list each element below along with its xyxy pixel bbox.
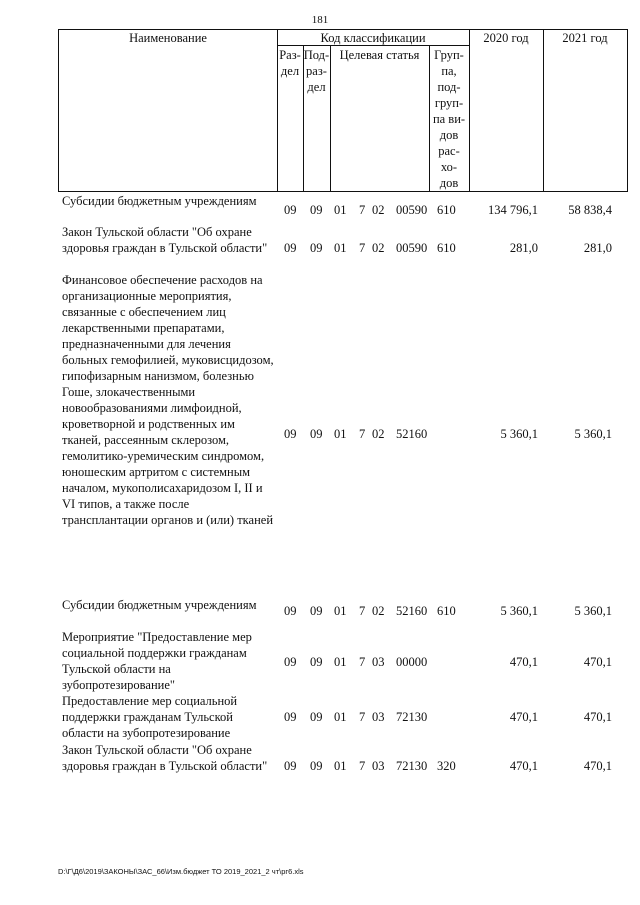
cell-target-subprogram: 03 <box>372 655 385 669</box>
cell-group: 610 <box>437 604 456 618</box>
row-name: Предоставление мер социальной поддержки гражданам Тульской области на зубопротезирование <box>62 694 238 740</box>
cell-podrazdel: 09 <box>310 241 323 255</box>
header-razdel: Раз- дел <box>279 48 301 78</box>
row-name: Мероприятие "Предоставление мер социальной поддержки гражданам Тульской области на зубопротезирование" <box>62 630 252 692</box>
cell-razdel: 09 <box>284 655 297 669</box>
cell-target-direction: 00590 <box>396 203 428 217</box>
cell-2020: 470,1 <box>509 710 538 724</box>
cell-target-program: 01 <box>334 759 347 773</box>
cell-2021: 281,0 <box>583 241 612 255</box>
cell-2021: 470,1 <box>583 710 612 724</box>
cell-group: 610 <box>437 241 456 255</box>
cell-target-direction: 00590 <box>396 241 428 255</box>
cell-2020: 470,1 <box>509 759 538 773</box>
cell-target-subprogram: 03 <box>372 759 385 773</box>
header-code: Код классификации <box>320 31 426 45</box>
cell-razdel: 09 <box>284 427 297 441</box>
header-target: Целевая статья <box>339 48 420 62</box>
file-path-footer: D:\Г\Д6\2019\ЗАКОНЫ\ЗАС_66\Изм.бюджет ТО 2019_2021_2 чт\рг6.xls <box>58 867 304 876</box>
cell-target-subprogram: 02 <box>372 427 385 441</box>
cell-podrazdel: 09 <box>310 427 323 441</box>
cell-target-direction: 72130 <box>396 710 428 724</box>
cell-target-program: 01 <box>334 427 347 441</box>
cell-razdel: 09 <box>284 241 297 255</box>
cell-target-type: 7 <box>359 759 366 773</box>
cell-2020: 5 360,1 <box>500 427 538 441</box>
row-name: Субсидии бюджетным учреждениям <box>62 194 257 208</box>
cell-2021: 5 360,1 <box>574 604 612 618</box>
cell-target-program: 01 <box>334 203 347 217</box>
cell-razdel: 09 <box>284 710 297 724</box>
row-name: Финансовое обеспечение расходов на организационные мероприятия, связанные с обеспечением лиц лекарственными препаратами, предназначенными для лечения больных гемофилией, муковисцидозом, гипофизарным нанизмом, болезнью Гоше, злокачественными новообразованиями лимфоидной, кроветворной и родственных им тканей, рассеянным склерозом, гемолитико-уремическим синдромом, юношеским артритом с системным началом, мукополисахаридозом I, II и VI типов, а также после трансплантации органов и (или) тканей <box>62 273 274 527</box>
cell-podrazdel: 09 <box>310 759 323 773</box>
cell-razdel: 09 <box>284 203 297 217</box>
cell-target-program: 01 <box>334 604 347 618</box>
cell-target-program: 01 <box>334 655 347 669</box>
cell-2021: 5 360,1 <box>574 427 612 441</box>
cell-target-direction: 00000 <box>396 655 428 669</box>
cell-target-direction: 72130 <box>396 759 428 773</box>
cell-2021: 58 838,4 <box>568 203 612 217</box>
cell-podrazdel: 09 <box>310 604 323 618</box>
table-header <box>58 29 628 192</box>
cell-razdel: 09 <box>284 604 297 618</box>
cell-target-type: 7 <box>359 427 366 441</box>
cell-2020: 281,0 <box>509 241 538 255</box>
cell-group: 320 <box>437 759 456 773</box>
cell-podrazdel: 09 <box>310 710 323 724</box>
cell-2020: 134 796,1 <box>488 203 538 217</box>
cell-2020: 5 360,1 <box>500 604 538 618</box>
cell-target-type: 7 <box>359 655 366 669</box>
cell-target-subprogram: 03 <box>372 710 385 724</box>
header-2020: 2020 год <box>483 31 529 45</box>
cell-podrazdel: 09 <box>310 203 323 217</box>
cell-razdel: 09 <box>284 759 297 773</box>
row-name: Субсидии бюджетным учреждениям <box>62 598 257 612</box>
row-name: Закон Тульской области "Об охране здоровья граждан в Тульской области" <box>62 225 268 255</box>
cell-2021: 470,1 <box>583 655 612 669</box>
cell-target-type: 7 <box>359 604 366 618</box>
cell-target-program: 01 <box>334 241 347 255</box>
row-name: Закон Тульской области "Об охране здоровья граждан в Тульской области" <box>62 743 268 773</box>
cell-2021: 470,1 <box>583 759 612 773</box>
cell-target-direction: 52160 <box>396 604 428 618</box>
cell-target-direction: 52160 <box>396 427 428 441</box>
cell-group: 610 <box>437 203 456 217</box>
cell-target-subprogram: 02 <box>372 203 385 217</box>
header-2021: 2021 год <box>562 31 608 45</box>
page-number: 181 <box>311 14 329 26</box>
cell-target-subprogram: 02 <box>372 241 385 255</box>
cell-target-program: 01 <box>334 710 347 724</box>
cell-target-type: 7 <box>359 203 366 217</box>
header-group: Груп- па, под- груп- па ви- дов рас- хо- дов <box>432 48 466 190</box>
cell-target-type: 7 <box>359 710 366 724</box>
header-name: Наименование <box>129 31 207 45</box>
cell-podrazdel: 09 <box>310 655 323 669</box>
cell-target-type: 7 <box>359 241 366 255</box>
cell-target-subprogram: 02 <box>372 604 385 618</box>
cell-2020: 470,1 <box>509 655 538 669</box>
header-podrazdel: Под- раз- дел <box>303 48 330 94</box>
